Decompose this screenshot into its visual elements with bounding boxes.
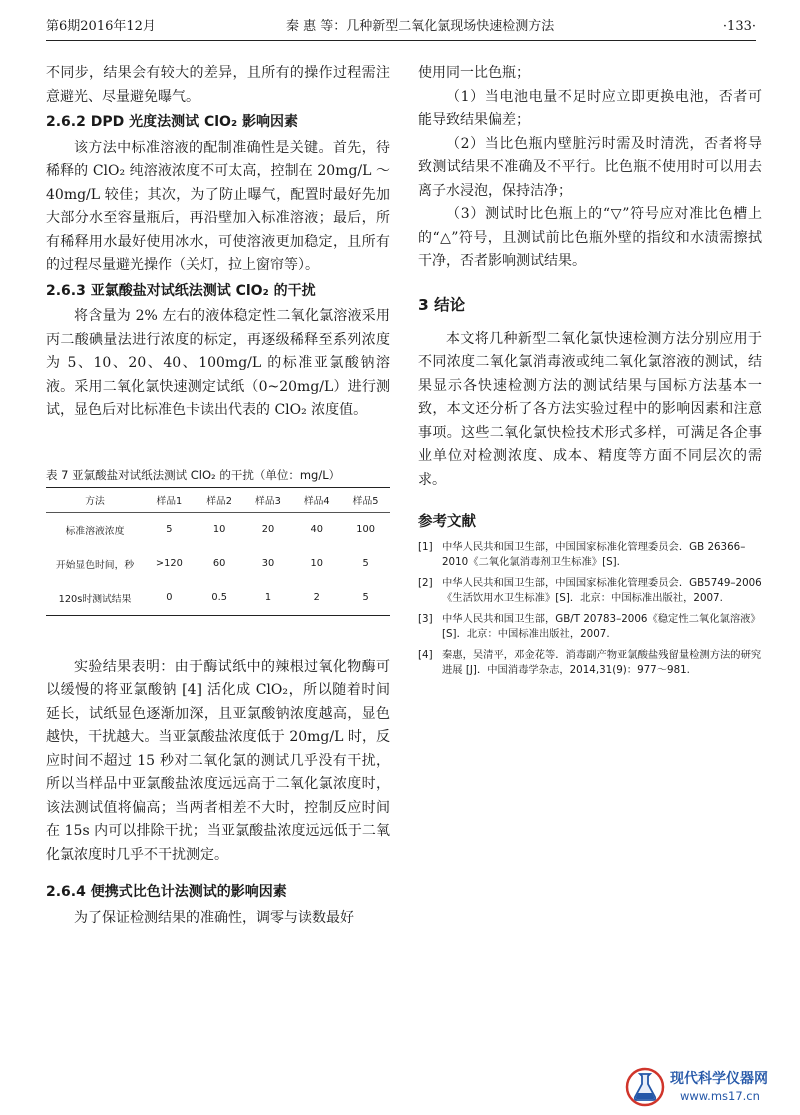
table-cell: 100 xyxy=(356,524,375,535)
table-cell: 标准溶液浓度 xyxy=(65,525,125,537)
watermark-url: www.ms17.cn xyxy=(680,1089,760,1103)
site-watermark xyxy=(624,1062,794,1110)
table-cell: 60 xyxy=(212,558,226,569)
heading-2-6-2: 2.6.2 DPD 光度法测试 ClO₂ 影响因素 xyxy=(46,114,298,130)
paragraph-conclusion: 本文将几种新型二氧化氯快速检测方法分别应用于不同浓度二氧化氯消毒液或纯二氧化氯溶液的测试，结果显示各快速检测方法的测试结果与国标方法基本一致，本文还分析了各方法实验过程中的影响因素和注意事项。这些二氧化氯快检技术形式多样，可满足各企事业单位对检测浓度、成本、精度等方面不同层次的需求。 xyxy=(418,330,762,488)
reference-number: [3] xyxy=(418,613,433,625)
right-column xyxy=(418,62,762,684)
header-cell: 样品5 xyxy=(341,487,390,512)
paragraph-2-6-2: 该方法中标准溶液的配制准确性是关键。首先，待稀释的 ClO₂ 纯溶液浓度不可太高，控制在 20mg/L ～ 40mg/L 较佳；其次，为了防止曝气，配置时最好先加大部分水至容量瓶后，再沿壁加入标准溶液；最后，所有稀释用水最好使用冰水，可使溶液更加稳定，且所有的过程尽量避光操作（关灯，拉上窗帘等）。 xyxy=(46,139,390,273)
table-header-row xyxy=(46,487,390,512)
reference-text: 中华人民共和国卫生部，中国国家标准化管理委员会．GB5749–2006《生活饮用水卫生标准》[S]．北京：中国标准出版社，2007. xyxy=(442,577,762,604)
table-row xyxy=(46,512,390,547)
list-item-1: （1）当电池电量不足时应立即更换电池，否者可能导致结果偏差； xyxy=(418,88,762,128)
header-cell: 样品1 xyxy=(144,487,195,512)
heading-section-3: 3 结论 xyxy=(418,295,466,314)
table-caption: 表 7 亚氯酸盐对试纸法测试 ClO₂ 的干扰（单位：mg/L） xyxy=(46,467,341,482)
reference-item xyxy=(418,540,762,570)
watermark-name: 现代科学仪器网 xyxy=(670,1071,768,1087)
table-cell: >120 xyxy=(155,558,183,569)
table-cell: 10 xyxy=(212,524,226,535)
header-cell: 样品3 xyxy=(244,487,293,512)
flask-logo-icon xyxy=(624,1066,666,1108)
reference-number: [1] xyxy=(418,541,433,553)
table-row xyxy=(46,547,390,581)
reference-number: [4] xyxy=(418,649,433,661)
table-7 xyxy=(46,467,390,616)
list-item-2: （2）当比色瓶内壁脏污时需及时清洗，否者将导致测试结果不准确及不平行。比色瓶不使用时可以用去离子水浸泡，保持洁净； xyxy=(418,135,762,199)
reference-text: 中华人民共和国卫生部，GB/T 20783–2006《稳定性二氧化氯溶液》[S]．北京：中国标准出版社，2007. xyxy=(442,613,761,640)
paragraph-2-6-3: 将含量为 2% 左右的液体稳定性二氧化氯溶液采用丙二酸碘量法进行浓度的标定，再逐级稀释至系列浓度为 5、10、20、40、100mg/L 的标准亚氯酸钠溶液。采用二氧化氯快速测定试纸（0~20mg/L）进行测试，显色后对比标准色卡读出代表的 ClO₂ 浓度值。 xyxy=(46,308,390,418)
paragraph-continued: 不同步，结果会有较大的差异，且所有的操作过程需注意避光、尽量避免曝气。 xyxy=(46,65,390,105)
issue-date: 第6期2016年12月 xyxy=(46,19,156,34)
paragraph-continued: 使用同一比色瓶； xyxy=(418,65,530,81)
header-cell: 方法 xyxy=(46,487,144,512)
table-cell: 10 xyxy=(310,558,323,569)
reference-item xyxy=(418,612,762,642)
data-table xyxy=(46,487,390,616)
page-header xyxy=(46,16,756,41)
table-cell: 20 xyxy=(261,524,275,535)
table-cell: 120s时测试结果 xyxy=(58,593,132,605)
paragraph-2-6-4: 为了保证检测结果的准确性，调零与读数最好 xyxy=(74,909,354,926)
table-cell: 5 xyxy=(362,558,369,569)
heading-2-6-4: 2.6.4 便携式比色计法测试的影响因素 xyxy=(46,884,287,900)
reference-text: 中华人民共和国卫生部，中国国家标准化管理委员会．GB 26366–2010《二氧化氯消毒剂卫生标准》[S]. xyxy=(442,541,746,568)
table-cell: 0 xyxy=(166,592,173,603)
list-item-3: （3）测试时比色瓶上的“▽”符号应对准比色槽上的“△”符号，且测试前比色瓶外壁的指纹和水渍需擦拭干净，否者影响测试结果。 xyxy=(418,206,762,269)
references-list xyxy=(418,540,762,678)
running-title: 秦 惠 等：几种新型二氧化氯现场快速检测方法 xyxy=(286,19,555,34)
reference-text: 秦惠，吴清平，邓金花等．消毒副产物亚氯酸盐残留量检测方法的研究进展 [J]．中国消毒学杂志，2014,31(9)：977～981. xyxy=(442,649,762,676)
table-cell: 5 xyxy=(166,524,173,535)
table-cell: 开始显色时间，秒 xyxy=(55,559,135,571)
page-number: ·133· xyxy=(722,19,756,34)
reference-number: [2] xyxy=(418,577,433,589)
heading-2-6-3: 2.6.3 亚氯酸盐对试纸法测试 ClO₂ 的干扰 xyxy=(46,282,316,299)
reference-item xyxy=(418,648,762,678)
table-cell: 40 xyxy=(310,524,323,535)
table-row xyxy=(46,581,390,616)
header-cell: 样品4 xyxy=(292,487,341,512)
paragraph-results: 实验结果表明：由于酶试纸中的辣根过氧化物酶可以缓慢的将亚氯酸钠 [4] 活化成 ClO₂，所以随着时间延长，试纸显色逐渐加深，且亚氯酸钠浓度越高，显色越快，干扰越大。当亚氯酸盐浓度低于 20mg/L 时，反应时间不超过 15 秒对二氧化氯的测试几乎没有干扰，所以当样品中亚氯酸盐浓度远远高于二氧化氯浓度时，该法测试值将偏高；当两者相差不大时，控制反应时间在 15s 内可以排除干扰；当亚氯酸盐浓度远远低于二氧化氯浓度时几乎不干扰测定。 xyxy=(46,658,390,863)
reference-item xyxy=(418,576,762,606)
table-cell: 2 xyxy=(313,592,320,603)
table-cell: 1 xyxy=(264,592,272,603)
table-cell: 30 xyxy=(261,558,275,569)
table-cell: 5 xyxy=(362,592,369,603)
table-cell: 0.5 xyxy=(211,592,227,603)
left-column xyxy=(46,62,390,930)
references-title: 参考文献 xyxy=(418,514,476,530)
header-cell: 样品2 xyxy=(195,487,244,512)
